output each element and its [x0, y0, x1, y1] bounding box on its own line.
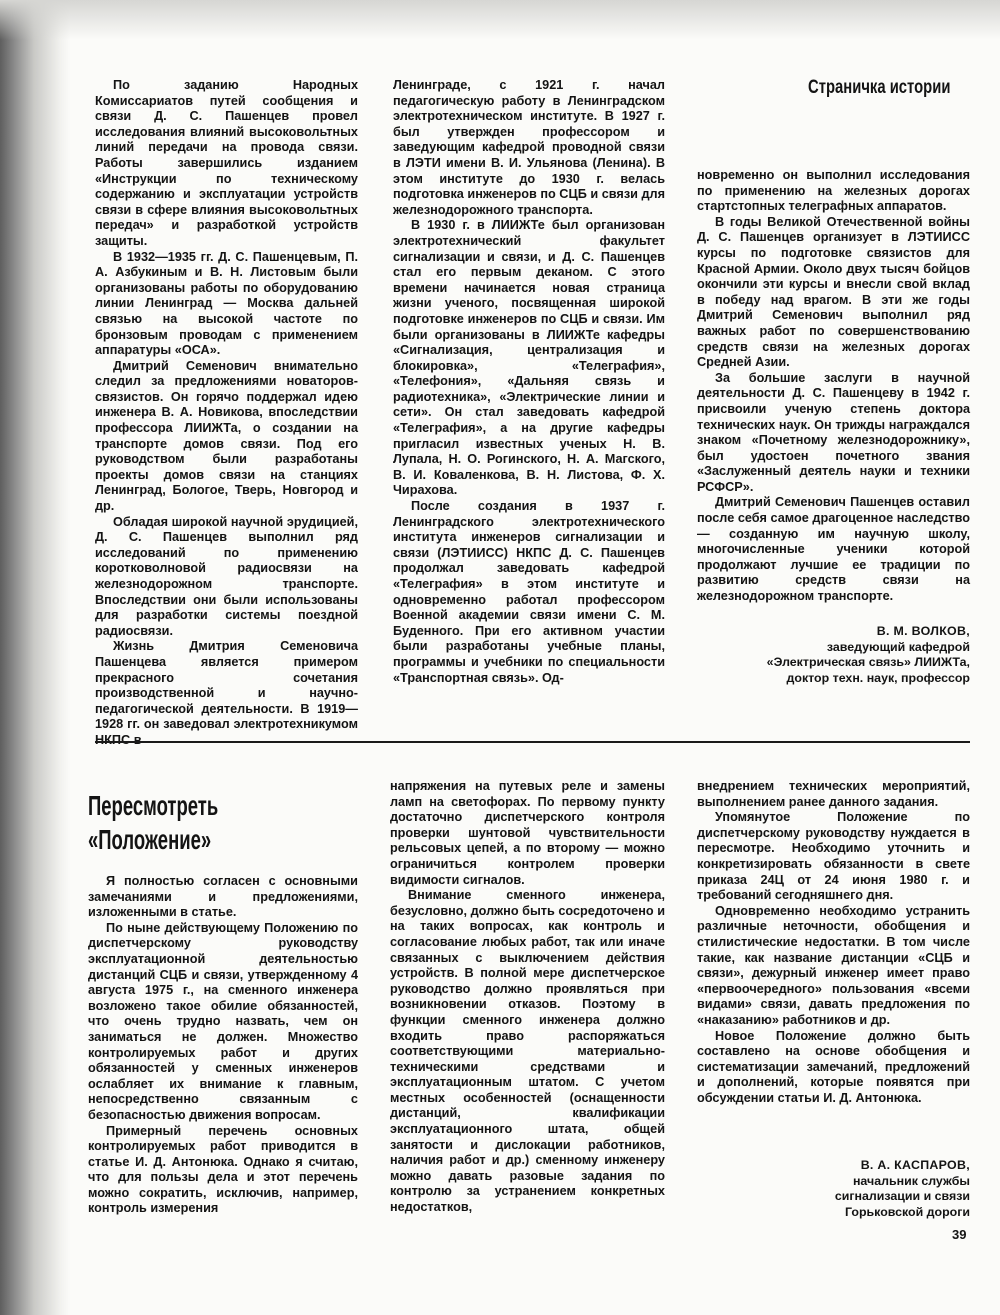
scan-shadow-edge [0, 0, 70, 1315]
article2-title [88, 789, 218, 857]
article2-column-1 [88, 874, 358, 1217]
paragraph: напряжения на путевых реле и замены ламп на светофорах. По первому пункту достаточно диспетчерского контроля проверки шунтовой чувствительности рельсовых цепей, а по второму — можно ограничиться контролем проверки видимости сигналов. [390, 779, 665, 887]
author-position: начальник службы [852, 1173, 970, 1188]
article2-column-3 [697, 779, 970, 1106]
author-degree: доктор техн. наук, профессор [786, 670, 970, 685]
paragraph: Внимание сменного инженера, безусловно, должно быть сосредоточено и на таких вопросах, как контроль и согласование любых работ, так или иначе связанных с выключением действия устройств. В полной мере диспетчерское руководство должно проявляться при возникновении отказов. Поэтому в функции сменного инженера должно входить право распоряжаться соответствующими материально-техническими средствами и эксплуатационным штатом. С учетом местных особенностей (оснащенности дистанций, квалификации эксплуатационного штата, общей занятости и дислокации работников, наличия работ и др.) сменному инженеру можно давать разовые задания по контролю за устранением конкретных недостатков, [390, 888, 665, 1215]
paragraph: Жизнь Дмитрия Семеновича Пашенцева является примером прекрасного сочетания производственной и научно-педагогической деятельности. В 1919—1928 гг. он заведовал электротехникумом НКПС в [95, 639, 358, 747]
author-organization: Горьковской дороги [845, 1204, 970, 1219]
article1-column-2 [393, 78, 665, 686]
paragraph: Упомянутое Положение по диспетчерскому руководству нуждается в пересмотре. Необходимо уточнить и конкретизировать обязанности в свете приказа 24Ц от 24 июня 1980 г. и требований сегодняшнего дня. [697, 810, 970, 903]
paragraph: Дмитрий Семенович Пашенцев оставил после себя самое драгоценное наследство — созданную им научную школу, многочисленные ученики которой продолжают лучшие ее традиции по развитию средств связи на железнодорожном транспорте. [697, 495, 970, 604]
author-department: «Электрическая связь» ЛИИЖТа, [766, 655, 970, 670]
scan-shadow-top [0, 0, 1000, 40]
article1-column-1 [95, 78, 358, 749]
article1-signature [697, 624, 970, 686]
paragraph: В годы Великой Отечественной войны Д. С. Пашенцев организует в ЛЭТИИСС курсы по подготовке связистов для Красной Армии. Около двух тысяч бойцов окончили эти курсы и внесли свой вклад в победу над врагом. В эти же годы Дмитрий Семенович выполнил ряд важных работ по совершенствованию средств связи на железных дорогах Средней Азии. [697, 214, 970, 370]
paragraph: Дмитрий Семенович внимательно следил за предложениями новаторов-связистов. Он горячо поддержал идею инженера В. А. Новикова, впоследствии профессора ЛИИЖТа, о создании на транспорте домов связи. Под его руководством были разработаны проекты домов связи на станциях Ленинград, Бологое, Тверь, Новгород и др. [95, 358, 358, 514]
author-position: заведующий кафедрой [826, 639, 970, 654]
article1-column-3 [697, 168, 970, 605]
paragraph: Обладая широкой научной эрудицией, Д. С. Пашенцев выполнил ряд исследований по применению коротковолновой радиосвязи на железнодорожном транспорте. Впоследствии они были использованы для разработки системы поездной радиосвязи. [95, 514, 358, 638]
paragraph: Я полностью согласен с основными замечаниями и предложениями, изложенными в статье. [88, 874, 358, 920]
paragraph: Новое Положение должно быть составлено на основе обобщения и систематизации замечаний, предложений и дополнений, которые появятся при обсуждении статьи И. Д. Антонюка. [697, 1028, 970, 1105]
paragraph: внедрением технических мероприятий, выполнением ранее данного задания. [697, 779, 970, 809]
article2-column-2 [390, 779, 665, 1216]
article-divider [95, 741, 970, 743]
paragraph: По заданию Народных Комиссариатов путей сообщения и связи Д. С. Пашенцев провел исследования влияний высоковольтных линий передачи на провода связи. Работы завершились изданием «Инструкции по техническому содержанию и эксплуатации устройств связи в сфере влияния высоковольтных передач» и разработкой устройств защиты. [95, 78, 358, 248]
author-department: сигнализации и связи [834, 1189, 970, 1204]
article2-title-line-2: «Положение» [88, 824, 212, 855]
article2-title-line-1: Пересмотреть [88, 790, 219, 821]
page-number: 39 [952, 1227, 967, 1242]
paragraph: После создания в 1937 г. Ленинградского электротехнического института инженеров сигнализации и связи (ЛЭТИИСС) НКПС Д. С. Пашенцев продолжал заведовать кафедрой «Телеграфия» в этом институте и одновременно работал профессором Военной академии связи имени С. М. Буденного. При его активном участии были разработаны учебные планы, программы и учебники по специальности «Транспортная связь». Од- [393, 499, 665, 685]
paragraph: По ныне действующему Положению по диспетчерскому руководству эксплуатационной деятельностью дистанций СЦБ и связи, утвержденному 4 августа 1975 г., на сменного инженера возложено такое обилие обязанностей, что очень трудно назвать, чем он заниматься не должен. Множество контролируемых работ и других обязанностей у сменных инженеров ослабляет их внимание к главным, непосредственно связанным с безопасностью движения вопросам. [88, 920, 358, 1122]
paragraph: Одновременно необходимо устранить различные неточности, обобщения и стилистические недостатки. В том числе такие, как название дистанции «СЦБ и связи», дежурный инженер имеет право «первоочередного» пользования «всеми видами» связи, давать предложения по «наказанию» работников и др. [697, 903, 970, 1027]
paragraph: Ленинграде, с 1921 г. начал педагогическую работу в Ленинградском электротехническом институте. В 1927 г. был утвержден профессором и заведующим кафедрой проводной связи в ЛЭТИ имени В. И. Ульянова (Ленина). В этом институте до 1930 г. велась подготовка инженеров по СЦБ и связи для железнодорожного транспорта. [393, 78, 665, 217]
paragraph: В 1932—1935 гг. Д. С. Пашенцевым, П. А. Азбукиным и В. Н. Листовым были организованы работы по оборудованию линии Ленинград — Москва дальней связью на высокой частоте по бронзовым проводам с применением аппаратуры «ОСА». [95, 249, 358, 358]
paragraph: Примерный перечень основных контролируемых работ приводится в статье И. Д. Антонюка. Однако я считаю, что для пользы дела и этот перечень можно сократить, исключив, например, контроль измерения [88, 1123, 358, 1216]
paragraph: За большие заслуги в научной деятельности Д. С. Пашенцеву в 1942 г. присвоили ученую степень доктора технических наук. Он трижды награждался знаком «Почетному железнодорожнику», был удостоен почетного звания «Заслуженный деятель науки и техники РСФСР». [697, 370, 970, 494]
author-name: В. А. КАСПАРОВ, [860, 1158, 970, 1172]
paragraph: В 1930 г. в ЛИИЖТе был организован электротехнический факультет сигнализации и связи, и Д. С. Пашенцев стал его первым деканом. С этого времени начинается новая страница жизни ученого, посвященная широкой подготовке инженеров по СЦБ и связи. Им были организованы в ЛИИЖТе кафедры «Сигнализация, централизация и блокировка», «Телеграфия», «Телефония», «Дальняя связь и радиотехника», «Электрические линии и сети». Он стал заведовать кафедрой «Телеграфия», а на другие кафедры пригласил известных ученых Н. В. Лупала, Н. О. Рогинского, Н. А. Магского, В. И. Коваленкова, В. Н. Листова, Ф. Х. Чирахова. [393, 218, 665, 498]
paragraph: новременно он выполнил исследования по применению на железных дорогах стартстопных телеграфных аппаратов. [697, 168, 970, 214]
section-title: Страничка истории [808, 77, 951, 98]
author-name: В. М. ВОЛКОВ, [876, 624, 970, 638]
article2-signature [697, 1158, 970, 1220]
